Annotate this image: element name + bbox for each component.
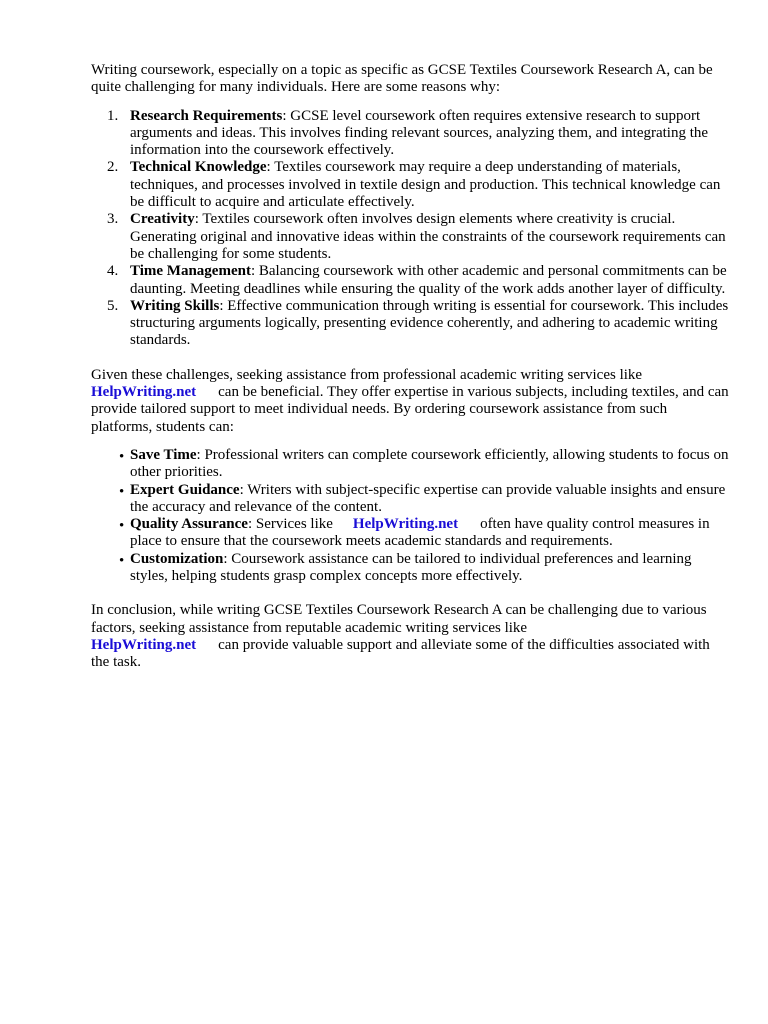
benefit-item-expert-guidance	[91, 482, 731, 517]
reason-text: : Textiles coursework often involves design elements where creativity is crucial. Generating original and innovative ideas within the constraints of the coursework requirements can be challenging for some students.	[130, 211, 726, 262]
paragraph-text: Given these challenges, seeking assistance from professional academic writing services like	[91, 366, 643, 383]
benefit-title: Expert Guidance	[130, 481, 240, 498]
reason-title: Writing Skills	[130, 297, 220, 314]
bullet-icon: •	[119, 483, 125, 500]
list-number: 5.	[107, 297, 119, 314]
paragraph-text: In conclusion, while writing GCSE Textiles Coursework Research A can be challenging due to various factors, seeking assistance from reputable academic writing services like	[91, 602, 707, 636]
benefit-text: : Professional writers can complete coursework efficiently, allowing students to focus on other priorities.	[130, 446, 729, 481]
helpwriting-link[interactable]: HelpWriting.net	[352, 516, 459, 533]
helpwriting-link[interactable]: HelpWriting.net	[91, 636, 197, 653]
intro-paragraph: Writing coursework, especially on a topic as specific as GCSE Textiles Coursework Research A, can be quite challenging for many individuals. Here are some reasons why:	[91, 62, 713, 96]
helpwriting-link[interactable]: HelpWriting.net	[91, 384, 197, 401]
reason-item-research	[91, 108, 731, 160]
bullet-icon: •	[119, 448, 125, 465]
reason-title: Time Management	[130, 263, 251, 280]
reason-title: Creativity	[130, 211, 195, 228]
list-number: 2.	[107, 159, 119, 176]
reason-title: Technical Knowledge	[130, 159, 267, 176]
benefit-item-quality-assurance	[91, 516, 731, 551]
benefit-item-customization	[91, 551, 731, 586]
bullet-icon: •	[119, 552, 125, 569]
assistance-paragraph	[91, 367, 731, 436]
list-number: 1.	[107, 107, 119, 124]
benefit-title: Save Time	[130, 446, 197, 463]
benefits-list	[91, 447, 731, 585]
reason-text: : Textiles coursework may require a deep understanding of materials, techniques, and processes involved in textile design and production. This technical knowledge can be difficult to acquire and articulate effectively.	[130, 159, 721, 211]
paragraph-text: can be beneficial. They offer expertise in various subjects, including textiles, and can provide tailored support to meet individual needs. By ordering coursework assistance from such platforms, students can:	[91, 384, 729, 435]
paragraph-text: can provide valuable support and alleviate some of the difficulties associated with the task.	[91, 636, 710, 671]
benefit-title: Customization	[130, 550, 224, 567]
reason-item-creativity	[91, 211, 731, 263]
list-number: 3.	[107, 211, 119, 228]
benefit-text: : Writers with subject-specific expertise can provide valuable insights and ensure the accuracy and relevance of the content.	[130, 481, 726, 515]
benefit-text: : Services like	[247, 516, 333, 533]
benefit-title: Quality Assurance	[130, 516, 248, 533]
bullet-icon: •	[119, 518, 125, 535]
reason-text: : Balancing coursework with other academic and personal commitments can be daunting. Meeting deadlines while ensuring the quality of the work adds another layer of difficulty.	[130, 263, 727, 297]
conclusion-paragraph	[91, 602, 731, 671]
reason-item-writing	[91, 298, 731, 350]
reasons-list	[91, 108, 731, 350]
reason-text: : Effective communication through writing is essential for coursework. This includes structuring arguments logically, presenting evidence coherently, and adhering to academic writing standards.	[130, 297, 729, 349]
reason-item-technical	[91, 159, 731, 211]
document-page	[91, 62, 731, 672]
reason-text: : GCSE level coursework often requires extensive research to support arguments and ideas. This involves finding relevant sources, analyzing them, and integrating the information into the coursework effectively.	[130, 107, 709, 159]
benefit-text: often have quality control measures in place to ensure that the coursework meets academic standards and requirements.	[130, 516, 710, 550]
reason-item-time	[91, 263, 731, 298]
benefit-text: : Coursework assistance can be tailored to individual preferences and learning styles, helping students grasp complex concepts more effectively.	[130, 550, 692, 585]
list-number: 4.	[107, 263, 119, 280]
reason-title: Research Requirements	[130, 107, 283, 124]
benefit-item-save-time	[91, 447, 731, 482]
